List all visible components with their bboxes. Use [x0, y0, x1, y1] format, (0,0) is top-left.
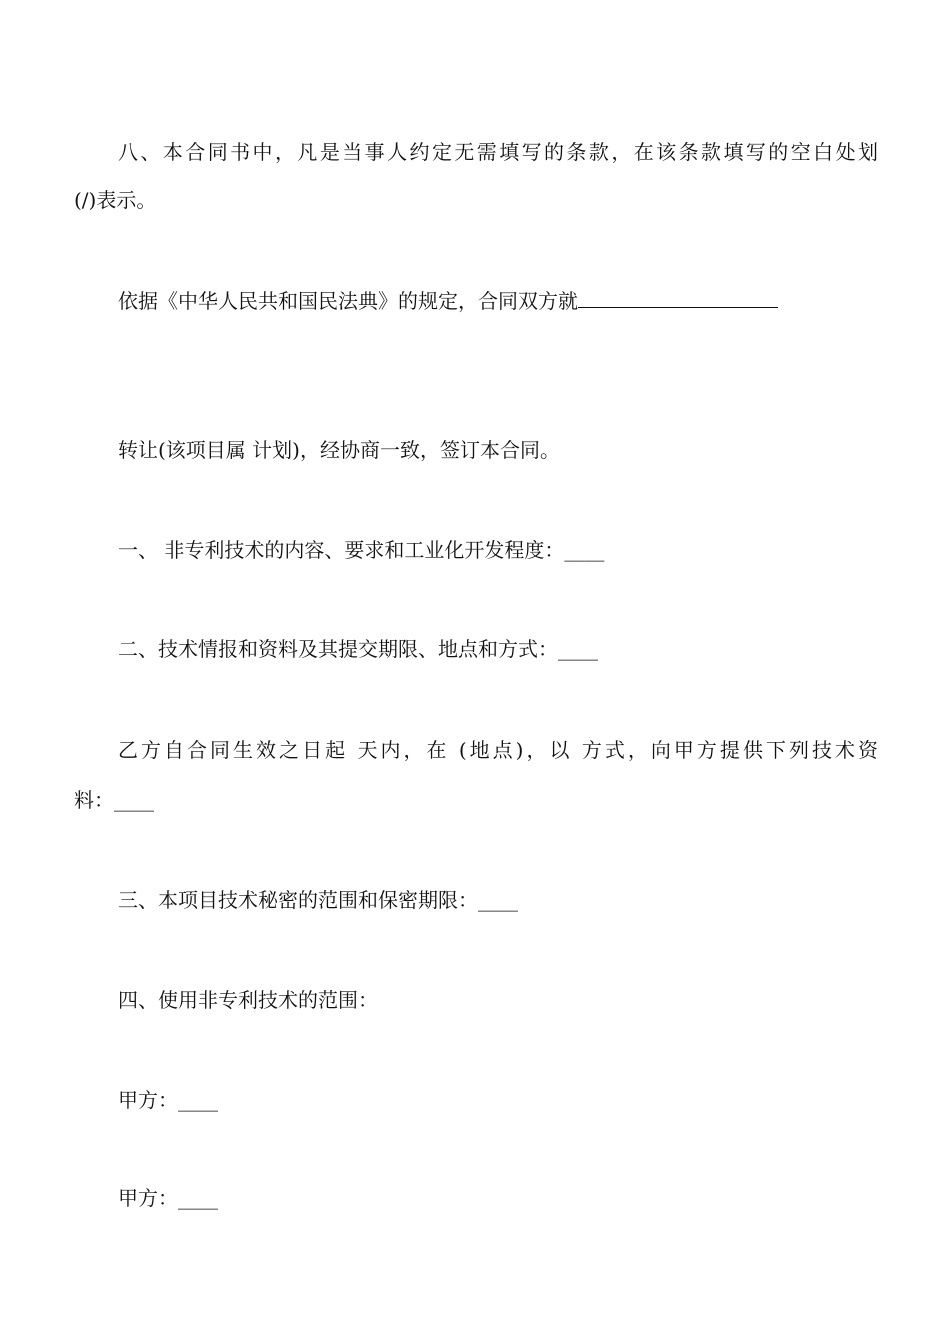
paragraph-text: 三、本项目技术秘密的范围和保密期限：____ [118, 888, 518, 912]
clause-4-line [118, 986, 878, 1014]
party-b-provision-line-2 [74, 786, 878, 814]
paragraph-text: 依据《中华人民共和国民法典》的规定，合同双方就 [118, 289, 578, 313]
paragraph-text: 料：____ [74, 788, 154, 812]
paragraph-text: (/)表示。 [74, 188, 157, 212]
party-a-line-2 [118, 1184, 878, 1212]
party-a-line-1 [118, 1086, 878, 1114]
paragraph-8-line-1 [118, 138, 878, 166]
blank-underline [578, 287, 778, 308]
clause-3-line [118, 886, 878, 914]
paragraph-text: 四、使用非专利技术的范围： [118, 988, 378, 1012]
paragraph-text: 转让(该项目属 计划)，经协商一致，签订本合同。 [118, 438, 560, 462]
paragraph-8-line-2 [74, 186, 878, 214]
paragraph-text: 甲方：____ [118, 1186, 218, 1210]
clause-2-line [118, 635, 878, 663]
paragraph-text: 一、 非专利技术的内容、要求和工业化开发程度：____ [118, 538, 605, 562]
transfer-line [118, 436, 878, 464]
party-b-provision-line-1 [118, 736, 878, 764]
paragraph-text: 八、本合同书中，凡是当事人约定无需填写的条款，在该条款填写的空白处划 [118, 140, 878, 164]
legal-basis-line [118, 287, 878, 315]
paragraph-text: 二、技术情报和资料及其提交期限、地点和方式：____ [118, 637, 598, 661]
paragraph-text: 乙方自合同生效之日起 天内，在 (地点)，以 方式，向甲方提供下列技术资 [118, 738, 878, 762]
clause-1-line [118, 536, 878, 564]
paragraph-text: 甲方：____ [118, 1088, 218, 1112]
